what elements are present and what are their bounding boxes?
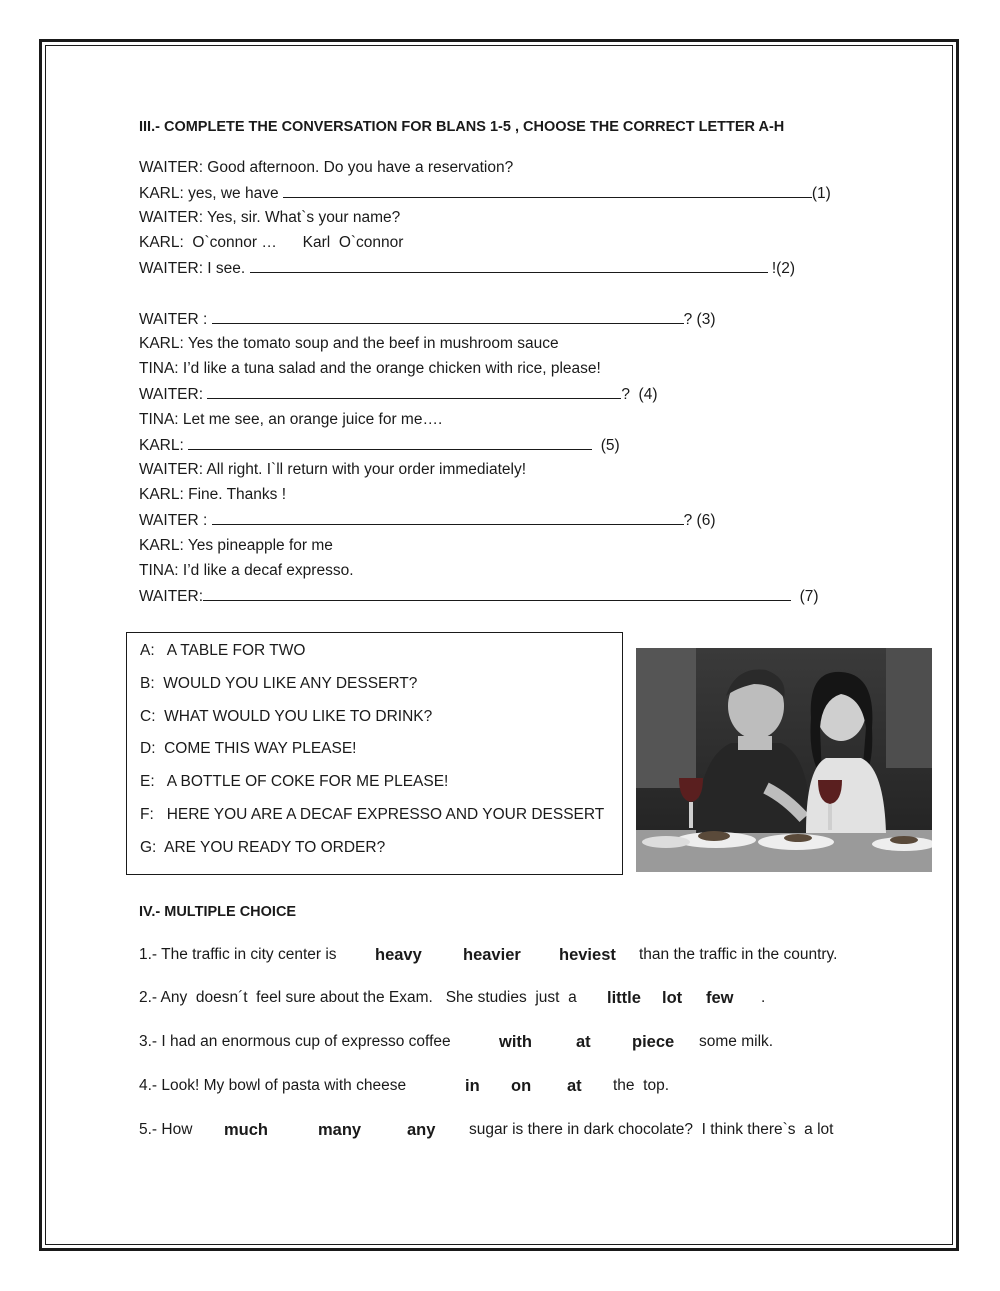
couple-dining-photo [636, 648, 932, 872]
blank-number: ? (4) [621, 386, 658, 403]
dialogue-line: WAITER: Good afternoon. Do you have a reservation? [139, 159, 514, 176]
dialogue-line: KARL: Yes the tomato soup and the beef in mushroom sauce [139, 335, 559, 352]
q2-choice-little[interactable]: little [607, 989, 641, 1007]
dialogue-line: KARL: Yes pineapple for me [139, 537, 333, 554]
question-4-suffix: the top. [613, 1077, 670, 1094]
dialogue-speaker-text: WAITER: [139, 386, 208, 403]
q4-choice-on[interactable]: on [511, 1077, 532, 1095]
question-1-text: 1.- The traffic in city center is [139, 946, 337, 963]
q4-choice-at[interactable]: at [567, 1077, 582, 1095]
q5-choice-many[interactable]: many [318, 1121, 362, 1139]
q3-choice-with[interactable]: with [499, 1033, 532, 1051]
q5-choice-any[interactable]: any [407, 1121, 436, 1139]
dialogue-line-blank-4 [139, 384, 658, 405]
dialogue-speaker-text: WAITER : [139, 512, 212, 529]
question-2-suffix: . [761, 989, 766, 1006]
dialogue-line: TINA: I’d like a tuna salad and the orange chicken with rice, please! [139, 360, 601, 377]
question-5-suffix: sugar is there in dark chocolate? I think there`s a lot [469, 1121, 834, 1138]
q1-choice-heavier[interactable]: heavier [463, 946, 521, 964]
dialogue-line: WAITER: All right. I`ll return with your order immediately! [139, 461, 527, 478]
dialogue-line: KARL: Fine. Thanks ! [139, 486, 287, 503]
dialogue-line: KARL: O`connor … Karl O`connor [139, 234, 404, 251]
blank-number: (5) [592, 437, 620, 454]
question-4-text: 4.- Look! My bowl of pasta with cheese [139, 1077, 407, 1094]
dialogue-line-blank-6 [139, 510, 716, 531]
dialogue-speaker-text: WAITER: [139, 588, 204, 605]
option-c: C: WHAT WOULD YOU LIKE TO DRINK? [140, 708, 433, 725]
answer-blank-3[interactable] [212, 309, 684, 324]
q1-choice-heavy[interactable]: heavy [375, 946, 422, 964]
dialogue-line-blank-3 [139, 309, 716, 330]
option-g: G: ARE YOU READY TO ORDER? [140, 839, 386, 856]
dialogue-speaker-text: WAITER : [139, 311, 212, 328]
option-e: E: A BOTTLE OF COKE FOR ME PLEASE! [140, 773, 449, 790]
question-5-text: 5.- How [139, 1121, 193, 1138]
section-3-heading: III.- COMPLETE THE CONVERSATION FOR BLANS 1-5 , CHOOSE THE CORRECT LETTER A-H [139, 119, 785, 135]
q5-choice-much[interactable]: much [224, 1121, 269, 1139]
blank-number: (1) [811, 185, 831, 202]
dialogue-line-blank-7 [139, 586, 819, 607]
answer-blank-5[interactable] [188, 435, 592, 450]
q2-choice-lot[interactable]: lot [662, 989, 683, 1007]
blank-number: ? (3) [683, 311, 716, 328]
dialogue-speaker-text: WAITER: I see. [139, 260, 250, 277]
blank-number: (7) [791, 588, 819, 605]
option-b: B: WOULD YOU LIKE ANY DESSERT? [140, 675, 418, 692]
q1-choice-heviest[interactable]: heviest [559, 946, 616, 964]
dialogue-line: TINA: I’d like a decaf expresso. [139, 562, 354, 579]
question-2-text: 2.- Any doesn´t feel sure about the Exam. She studies just a [139, 989, 577, 1006]
q2-choice-few[interactable]: few [706, 989, 734, 1007]
q4-choice-in[interactable]: in [465, 1077, 480, 1095]
question-3-text: 3.- I had an enormous cup of expresso coffee [139, 1033, 451, 1050]
dialogue-speaker-text: KARL: [139, 437, 189, 454]
question-1-suffix: than the traffic in the country. [639, 946, 838, 963]
option-d: D: COME THIS WAY PLEASE! [140, 740, 357, 757]
option-a: A: A TABLE FOR TWO [140, 642, 306, 659]
option-f: F: HERE YOU ARE A DECAF EXPRESSO AND YOUR DESSERT [140, 806, 605, 823]
dialogue-line: WAITER: Yes, sir. What`s your name? [139, 209, 401, 226]
answer-blank-7[interactable] [203, 586, 791, 601]
question-3-suffix: some milk. [699, 1033, 774, 1050]
section-4-heading: IV.- MULTIPLE CHOICE [139, 904, 297, 920]
dialogue-line-blank-2 [139, 258, 795, 279]
blank-number: !(2) [767, 260, 796, 277]
answer-blank-6[interactable] [212, 510, 684, 525]
answer-blank-2[interactable] [250, 258, 768, 273]
dialogue-line-blank-5 [139, 435, 620, 456]
blank-number: ? (6) [683, 512, 716, 529]
answer-blank-1[interactable] [283, 183, 812, 198]
dialogue-line: TINA: Let me see, an orange juice for me…. [139, 411, 443, 428]
dialogue-line-blank-1 [139, 183, 831, 204]
dialogue-speaker-text: KARL: yes, we have [139, 185, 283, 202]
q3-choice-piece[interactable]: piece [632, 1033, 675, 1051]
q3-choice-at[interactable]: at [576, 1033, 591, 1051]
answer-options-box [126, 632, 623, 875]
answer-blank-4[interactable] [207, 384, 621, 399]
